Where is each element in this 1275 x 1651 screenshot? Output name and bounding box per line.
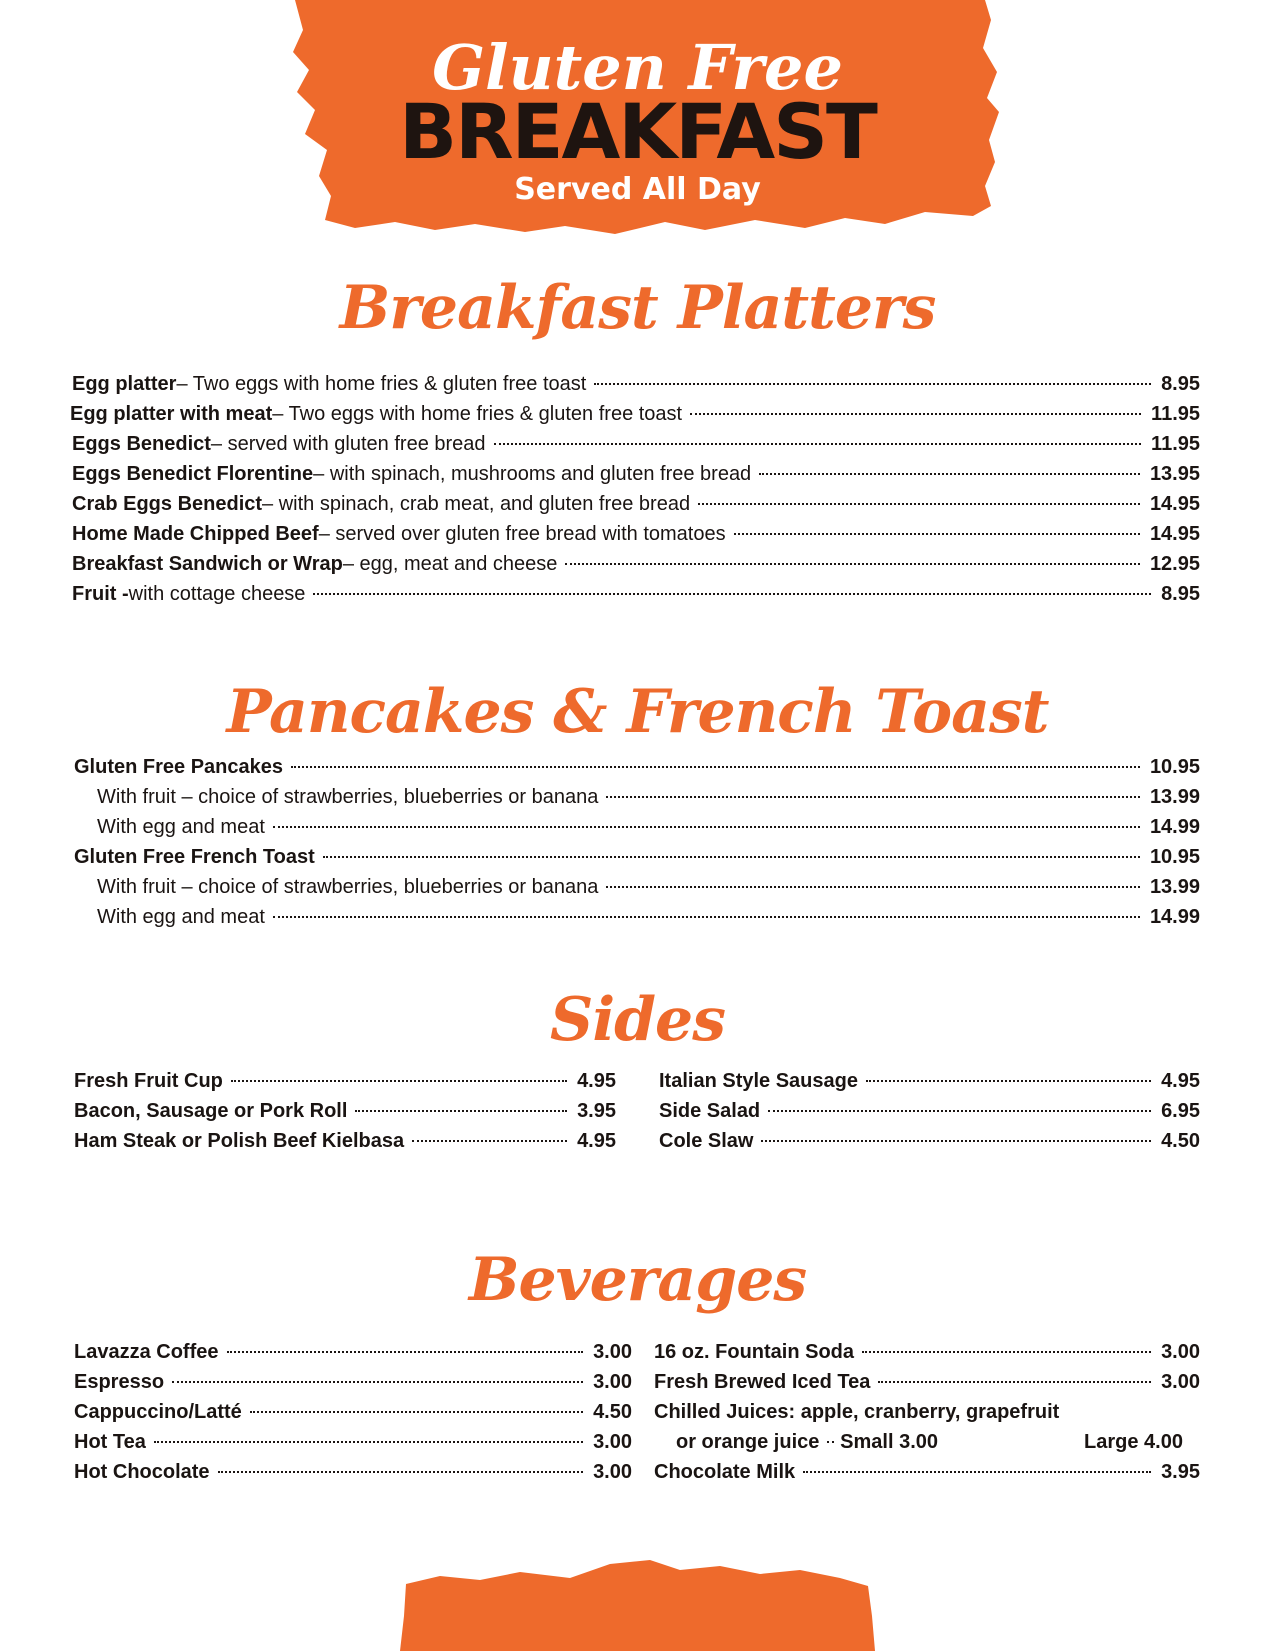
item-name: Eggs Benedict Florentine bbox=[72, 463, 314, 485]
leader-dots bbox=[250, 1411, 583, 1413]
leader-dots bbox=[878, 1381, 1151, 1383]
item-name: Ham Steak or Polish Beef Kielbasa bbox=[74, 1130, 405, 1152]
menu-item bbox=[74, 1368, 632, 1396]
item-price: 4.95 bbox=[577, 1070, 616, 1092]
menu-item bbox=[97, 813, 1200, 841]
item-name: Breakfast Sandwich or Wrap bbox=[72, 553, 343, 575]
item-price: 10.95 bbox=[1149, 756, 1200, 778]
menu-item bbox=[97, 903, 1200, 931]
leader-dots bbox=[218, 1471, 584, 1473]
menu-item bbox=[74, 843, 1200, 871]
leader-dots bbox=[606, 886, 1140, 888]
leader-dots bbox=[803, 1471, 1151, 1473]
header-main-title: BREAKFAST bbox=[399, 87, 876, 176]
item-price: 4.95 bbox=[1161, 1070, 1200, 1092]
menu-item bbox=[74, 1398, 632, 1426]
menu-item bbox=[72, 430, 1200, 458]
menu-item bbox=[70, 400, 1200, 428]
item-price: 4.95 bbox=[577, 1130, 616, 1152]
item-name: Fresh Fruit Cup bbox=[74, 1070, 223, 1092]
item-price: 3.95 bbox=[1161, 1461, 1200, 1483]
item-name: Egg platter with meat bbox=[70, 403, 273, 425]
item-name: Fresh Brewed Iced Tea bbox=[654, 1371, 871, 1393]
leader-dots bbox=[323, 856, 1140, 858]
item-price: 13.95 bbox=[1149, 463, 1200, 485]
header-subtitle: Served All Day bbox=[514, 172, 761, 207]
menu-item bbox=[74, 1097, 616, 1125]
menu-item bbox=[654, 1458, 1200, 1486]
item-name: Lavazza Coffee bbox=[74, 1341, 219, 1363]
menu-item bbox=[676, 1428, 938, 1456]
leader-dots bbox=[594, 383, 1151, 385]
item-name: Espresso bbox=[74, 1371, 165, 1393]
item-name: 16 oz. Fountain Soda bbox=[654, 1341, 855, 1363]
item-description: With fruit – choice of strawberries, blueberries or banana bbox=[97, 876, 599, 898]
item-description: – Two eggs with home fries & gluten free toast bbox=[176, 373, 587, 395]
leader-dots bbox=[412, 1140, 567, 1142]
leader-dots bbox=[768, 1110, 1151, 1112]
item-price: 3.00 bbox=[1161, 1341, 1200, 1363]
item-price: 3.00 bbox=[593, 1431, 632, 1453]
item-price: 4.50 bbox=[593, 1401, 632, 1423]
menu-item bbox=[72, 550, 1200, 578]
menu-item bbox=[72, 370, 1200, 398]
item-description: – served over gluten free bread with tomatoes bbox=[318, 523, 726, 545]
item-name: Egg platter bbox=[72, 373, 177, 395]
item-price: Small 3.00 bbox=[840, 1431, 938, 1453]
leader-dots bbox=[231, 1080, 567, 1082]
leader-dots bbox=[698, 503, 1140, 505]
leader-dots bbox=[273, 916, 1140, 918]
item-price: 14.99 bbox=[1149, 816, 1200, 838]
leader-dots bbox=[273, 826, 1140, 828]
item-price: 3.00 bbox=[593, 1371, 632, 1393]
item-name: Crab Eggs Benedict bbox=[72, 493, 263, 515]
item-price: 3.00 bbox=[593, 1461, 632, 1483]
item-price: 6.95 bbox=[1161, 1100, 1200, 1122]
menu-item bbox=[74, 1338, 632, 1366]
header-script-title: Gluten Free bbox=[432, 31, 843, 104]
item-price: 12.95 bbox=[1149, 553, 1200, 575]
item-price: 8.95 bbox=[1161, 373, 1200, 395]
item-price: 10.95 bbox=[1149, 846, 1200, 868]
footer-banner bbox=[400, 1556, 875, 1651]
leader-dots bbox=[759, 473, 1140, 475]
menu-item bbox=[74, 1127, 616, 1155]
item-description: – with spinach, mushrooms and gluten free bread bbox=[313, 463, 752, 485]
menu-item bbox=[72, 490, 1200, 518]
menu-item bbox=[72, 460, 1200, 488]
menu-item bbox=[74, 1458, 632, 1486]
leader-dots bbox=[154, 1441, 583, 1443]
item-description: With egg and meat bbox=[97, 906, 265, 928]
leader-dots bbox=[291, 766, 1140, 768]
item-name: Gluten Free French Toast bbox=[74, 846, 315, 868]
item-price: 14.95 bbox=[1149, 493, 1200, 515]
leader-dots bbox=[761, 1140, 1151, 1142]
item-name: Hot Tea bbox=[74, 1431, 146, 1453]
item-price: 8.95 bbox=[1161, 583, 1200, 605]
section-title-pancakes: Pancakes & French Toast bbox=[226, 677, 1049, 747]
leader-dots bbox=[734, 533, 1140, 535]
leader-dots bbox=[866, 1080, 1151, 1082]
menu-item bbox=[72, 580, 1200, 608]
menu-item bbox=[654, 1368, 1200, 1396]
leader-dots bbox=[172, 1381, 583, 1383]
leader-dots bbox=[313, 593, 1151, 595]
item-price: 3.00 bbox=[593, 1341, 632, 1363]
menu-item bbox=[72, 520, 1200, 548]
item-price: 11.95 bbox=[1151, 433, 1200, 455]
menu-item bbox=[97, 873, 1200, 901]
item-price: 4.50 bbox=[1161, 1130, 1200, 1152]
leader-dots bbox=[565, 563, 1140, 565]
menu-item bbox=[74, 1428, 632, 1456]
menu-item bbox=[659, 1067, 1200, 1095]
leader-dots bbox=[827, 1441, 834, 1443]
section-title-sides: Sides bbox=[549, 985, 726, 1055]
item-price: Large 4.00 bbox=[1084, 1431, 1183, 1453]
section-title-beverages: Beverages bbox=[468, 1245, 807, 1315]
item-price: 3.00 bbox=[1161, 1371, 1200, 1393]
item-description: With egg and meat bbox=[97, 816, 265, 838]
item-description: – with spinach, crab meat, and gluten free bread bbox=[262, 493, 691, 515]
leader-dots bbox=[862, 1351, 1151, 1353]
item-description: – egg, meat and cheese bbox=[342, 553, 558, 575]
item-name: Fruit - bbox=[72, 583, 129, 605]
item-name: Side Salad bbox=[659, 1100, 761, 1122]
leader-dots bbox=[227, 1351, 584, 1353]
item-name: Gluten Free Pancakes bbox=[74, 756, 283, 778]
item-price: 13.99 bbox=[1149, 786, 1200, 808]
menu-item bbox=[97, 783, 1200, 811]
item-price: 14.95 bbox=[1149, 523, 1200, 545]
item-description: – served with gluten free bread bbox=[210, 433, 486, 455]
item-description: with cottage cheese bbox=[128, 583, 306, 605]
item-description: With fruit – choice of strawberries, blueberries or banana bbox=[97, 786, 599, 808]
item-description: – Two eggs with home fries & gluten free toast bbox=[272, 403, 683, 425]
menu-item bbox=[74, 1067, 616, 1095]
menu-item bbox=[74, 753, 1200, 781]
item-price: 13.99 bbox=[1149, 876, 1200, 898]
item-price: 3.95 bbox=[577, 1100, 616, 1122]
item-name: Chocolate Milk bbox=[654, 1461, 796, 1483]
item-name: or orange juice bbox=[676, 1431, 820, 1453]
item-name: Cole Slaw bbox=[659, 1130, 754, 1152]
menu-item bbox=[659, 1097, 1200, 1125]
item-name: Italian Style Sausage bbox=[659, 1070, 858, 1092]
item-name: Bacon, Sausage or Pork Roll bbox=[74, 1100, 348, 1122]
section-title-platters: Breakfast Platters bbox=[339, 273, 936, 343]
item-name: Hot Chocolate bbox=[74, 1461, 210, 1483]
leader-dots bbox=[690, 413, 1141, 415]
item-name: Cappuccino/Latté bbox=[74, 1401, 242, 1423]
leader-dots bbox=[355, 1110, 567, 1112]
leader-dots bbox=[494, 443, 1142, 445]
item-price: 11.95 bbox=[1151, 403, 1200, 425]
juices-line: Chilled Juices: apple, cranberry, grapefruit bbox=[654, 1401, 1060, 1423]
item-name: Home Made Chipped Beef bbox=[72, 523, 319, 545]
item-price: 14.99 bbox=[1149, 906, 1200, 928]
leader-dots bbox=[606, 796, 1140, 798]
item-name: Eggs Benedict bbox=[72, 433, 211, 455]
menu-item bbox=[659, 1127, 1200, 1155]
menu-item bbox=[654, 1338, 1200, 1366]
